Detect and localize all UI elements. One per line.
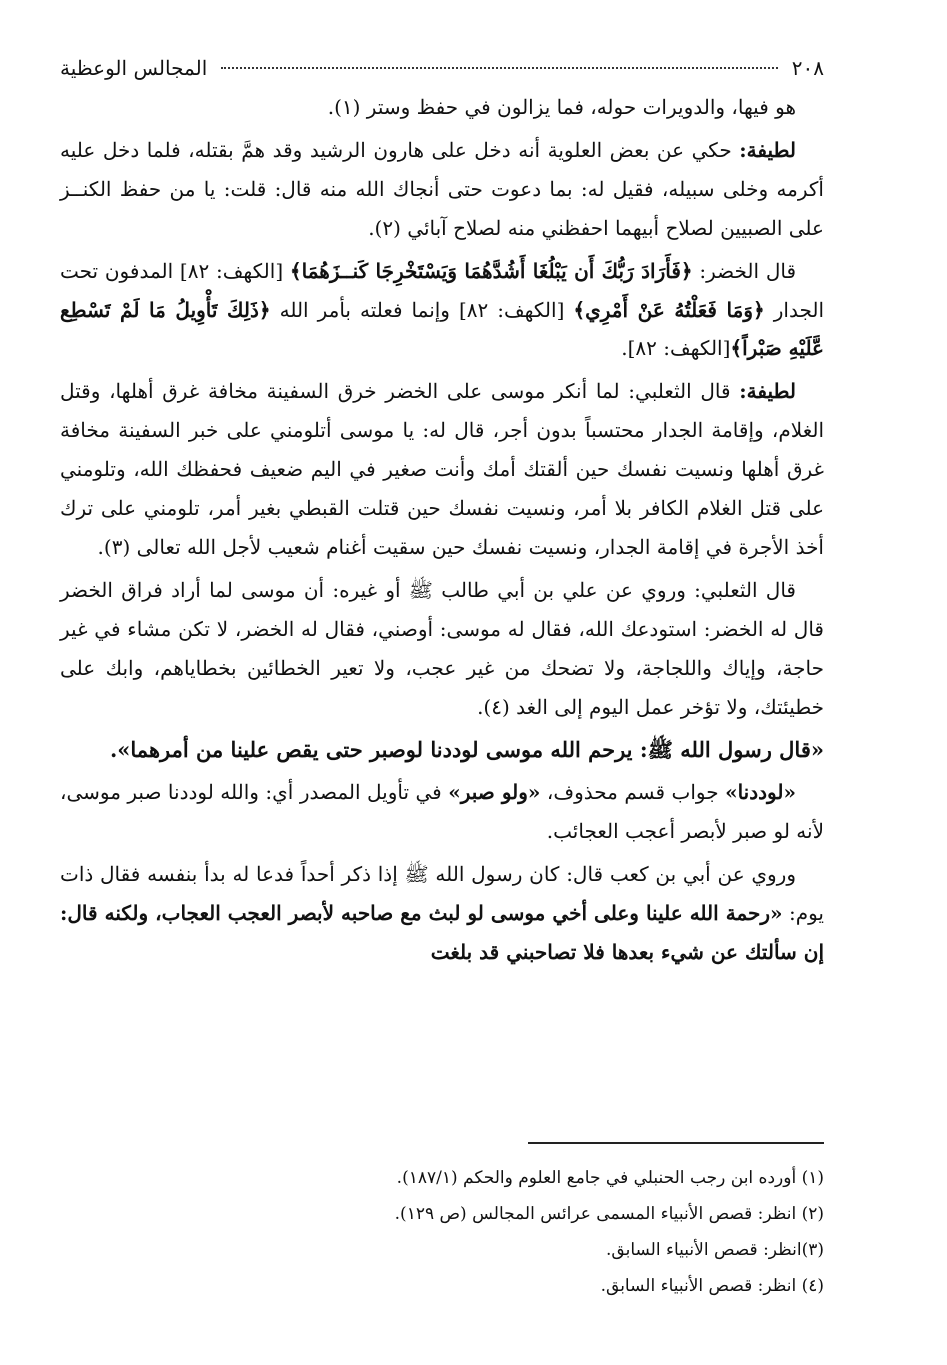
page-number: ٢٠٨ [791,56,824,80]
paragraph [60,88,824,127]
footnotes [60,1160,824,1304]
text-run: وروي عن أبي بن كعب قال: كان رسول الله ﷺ إذا ذكر أحداً فدعا له بدأ بنفسه فقال ذات يوم: [60,862,824,926]
text-run: جواب قسم محذوف، [540,780,726,805]
paragraph [60,773,824,851]
running-title: المجالس الوعظية [60,56,208,80]
bold-text-run: ﴿ذَلِكَ تَأْوِيلُ مَا لَمْ تَسْطِع عَّلَيْهِ صَبْراً﴾ [60,297,824,361]
header-dotted-leader [221,67,778,69]
main-text [60,88,824,976]
footnote-4: (٤) انظر: قصص الأنبياء السابق. [600,1276,824,1296]
paragraph [60,252,824,369]
paragraph [60,131,824,248]
bold-text-run: «ولو صبر» [448,780,541,805]
text-run: في تأويل المصدر أي: والله لوددنا صبر موسى، لأنه لو صبر لأبصر أعجب العجائب. [60,780,824,844]
text-run: قال الثعلبي: وروي عن علي بن أبي طالب ﷺ أو غيره: أن موسى لما أراد فراق الخضر قال له الخضر: استودعك الله، فقال له موسى: أوصني، فقال له الخضر، لا تكن مشاء في غير حاجة، وإياك واللجاجة، ولا تضحك من غير عجب، ولا تعير الخطائين بخطاياهم، وابك على خطيئتك، ولا تؤخر عمل اليوم إلى الغد (٤). [60,577,824,719]
footnote-2: (٢) انظر: قصص الأنبياء المسمى عرائس المجالس (ص ١٢٩). [394,1204,824,1224]
bold-text-run: «رحمة الله علينا وعلى أخي موسى لو لبث مع صاحبه لأبصر العجب العجاب، ولكنه قال: إن سألتك عن شيء بعدها فلا تصاحبني قد بلغت [60,901,824,965]
text-run: حكي عن بعض العلوية أنه دخل على هارون الرشيد وقد همَّ بقتله، فلما دخل عليه أكرمه وخلى سبيله، فقيل له: بما دعوت حتى أنجاك الله منه قال: قلت: يا من حفظ الكنــز على الصبيين لصلاح أبيهما احفظني منه لصلاح آبائي (٢). [60,137,824,240]
text-run: [الكهف: ٨٢] وإنما فعلته بأمر الله [270,297,574,322]
bold-text-run: لطيفة: [739,379,796,404]
footnote-1: (١) أورده ابن رجب الحنبلي في جامع العلوم والحكم (١٨٧/١). [396,1168,824,1188]
bold-text-run: «قال رسول الله ﷺ: يرحم الله موسى لوددنا لوصبر حتى يقص علينا من أمرهما». [109,736,824,762]
bold-text-run: ﴿وَمَا فَعَلْتُهُ عَنْ أَمْرِي﴾ [573,297,765,322]
text-run: [الكهف: ٨٢]. [621,336,731,361]
text-run: هو فيها، والدويرات حوله، فما يزالون في حفظ وستر (١). [327,95,796,119]
page-header [60,48,824,88]
footnote-divider [528,1142,824,1144]
text-run: قال الثعلبي: لما أنكر موسى على الخضر خرق السفينة مخافة غرق أهلها، وقتل الغلام، وإقامة الجدار محتسباً بدون أجر، قال له: يا موسى أتلومني على خبر السفينة مخافة غرق أهلها ونسيت نفسك حين ألقتك أمك وأنت صغير في اليم ضعيف فحفظك الله، وتلومني على قتل الغلام الكافر بلا أمر، ونسيت نفسك حين قتلت القبطي بغير أمر، تلومني على ترك أخذ الأجرة في إقامة الجدار، ونسيت نفسك حين سقيت أغنام شعيب لأجل الله تعالى (٣). [60,379,824,559]
footnote-3: (٣)انظر: قصص الأنبياء السابق. [606,1240,824,1260]
text-run: [الكهف: ٨٢] المدفون تحت الجدار [60,258,825,322]
paragraph [60,731,824,770]
text-run: قال الخضر: [692,258,797,283]
bold-text-run: «لوددنا» [725,780,796,805]
bold-text-run: ﴿فَأَرَادَ رَبُّكَ أَن يَبْلُغَا أَشُدَّهُمَا وَيَسْتَخْرِجَا كَنــزَهُمَا﴾ [289,258,693,283]
paragraph [60,571,824,727]
bold-text-run: لطيفة: [739,137,796,162]
paragraph [60,372,824,567]
paragraph [60,855,824,972]
